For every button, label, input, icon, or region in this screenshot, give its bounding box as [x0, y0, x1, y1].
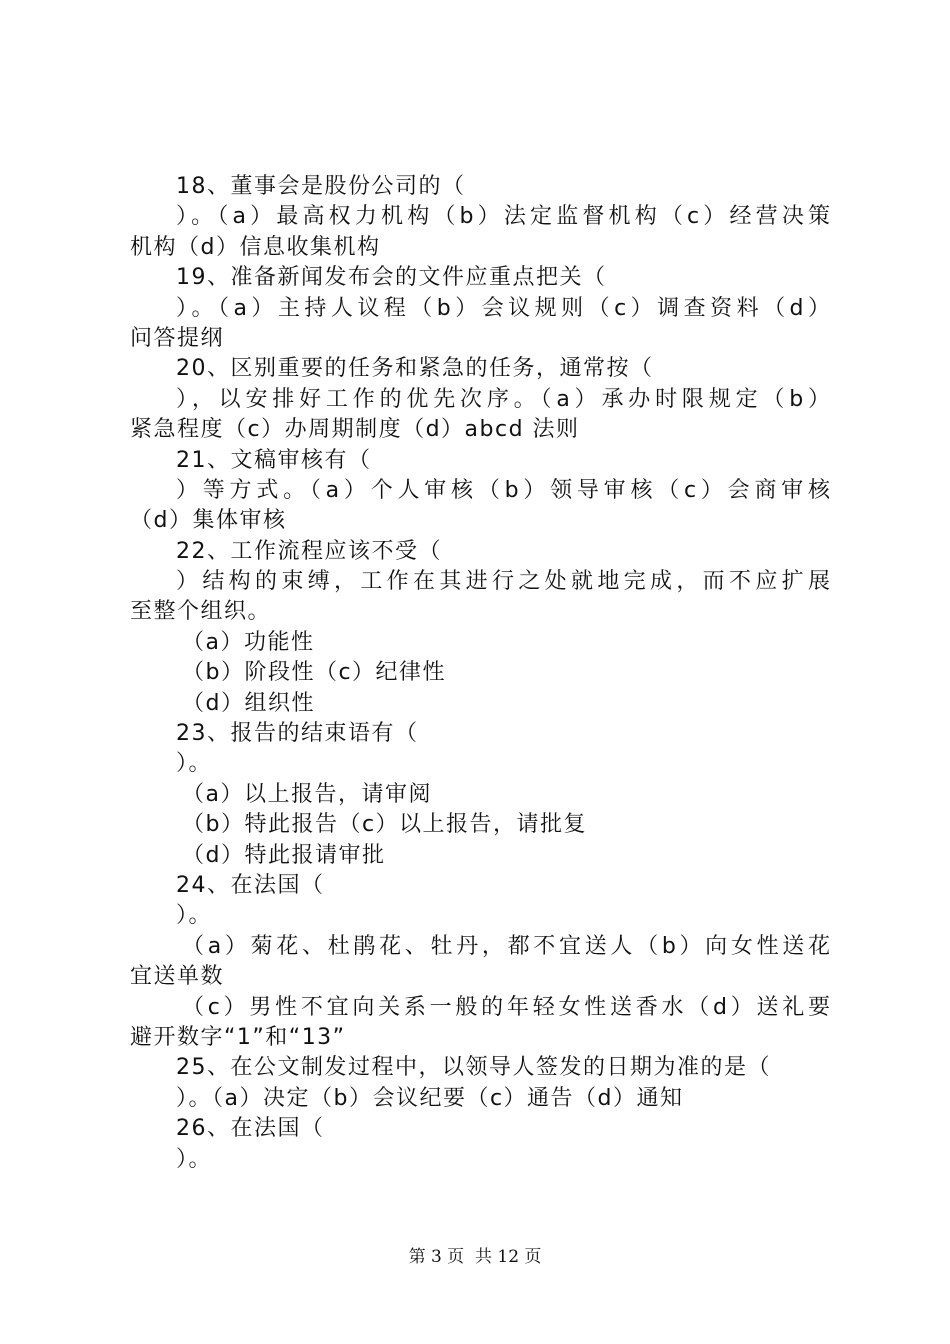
text-line-q23-opt-a: （a）以上报告，请审阅	[182, 781, 432, 807]
text-line-q24-opt-ab2: 宜送单数	[130, 964, 225, 990]
text-line-q26-stem: 26、在法国（	[176, 1116, 325, 1142]
page-number-label: 第 3 页 共 12 页	[408, 1247, 542, 1267]
text-line-q23-close: ）。	[176, 751, 213, 777]
text-line-q21-opts1: ）等方式。（a）个人审核（b）领导审核（c）会商审核	[176, 477, 830, 503]
text-line-q22-opt-bc: （b）阶段性（c）纪律性	[182, 660, 447, 686]
text-line-q24-opt-cd1: （c）男性不宜向关系一般的年轻女性送香水（d）送礼要	[182, 994, 830, 1020]
text-line-q21-stem: 21、文稿审核有（	[176, 447, 372, 473]
text-line-q22-stem: 22、工作流程应该不受（	[176, 538, 442, 564]
text-line-q26-close: ）。	[176, 1146, 213, 1172]
text-line-q20-opts1: ），以安排好工作的优先次序。（a）承办时限规定（b）	[176, 386, 830, 412]
text-line-q21-opts2: （d）集体审核	[130, 508, 287, 534]
text-line-q24-opt-cd2: 避开数字“1”和“13”	[130, 1024, 346, 1050]
text-line-q22-opt-d: （d）组织性	[182, 690, 315, 716]
text-line-q22-opt-a: （a）功能性	[182, 629, 315, 655]
text-line-q24-close: ）。	[176, 903, 213, 929]
text-line-q20-stem: 20、区别重要的任务和紧急的任务，通常按（	[176, 356, 654, 382]
text-line-q20-opts2: 紧急程度（c）办周期制度（d）abcd 法则	[130, 417, 580, 443]
text-line-q18-opts2: 机构（d）信息收集机构	[130, 234, 381, 260]
text-line-q23-opt-d: （d）特此报请审批	[182, 842, 386, 868]
text-line-q18-opts1: ）。（a）最高权力机构（b）法定监督机构（c）经营决策	[176, 204, 830, 230]
text-line-q24-stem: 24、在法国（	[176, 872, 325, 898]
text-line-q25-opts: ）。（a）决定（b）会议纪要（c）通告（d）通知	[176, 1085, 684, 1111]
page-footer	[0, 1242, 950, 1267]
document-body	[130, 172, 830, 1175]
text-line-q18-stem: 18、董事会是股份公司的（	[176, 174, 466, 199]
text-line-q24-opt-ab1: （a）菊花、杜鹃花、牡丹，都不宜送人（b）向女性送花	[182, 933, 830, 959]
text-line-q19-opts2: 问答提纲	[130, 325, 225, 351]
text-line-q23-opt-bc: （b）特此报告（c）以上报告，请批复	[182, 812, 588, 838]
text-line-q25-stem: 25、在公文制发过程中，以领导人签发的日期为准的是（	[176, 1055, 771, 1081]
text-line-q22-body1: ）结构的束缚，工作在其进行之处就地完成，而不应扩展	[176, 569, 830, 595]
text-line-q19-stem: 19、准备新闻发布会的文件应重点把关（	[176, 265, 607, 291]
text-line-q19-opts1: ）。（a）主持人议程（b）会议规则（c）调查资料（d）	[176, 295, 830, 321]
text-line-q22-body2: 至整个组织。	[130, 599, 272, 625]
text-line-q23-stem: 23、报告的结束语有（	[176, 721, 419, 747]
